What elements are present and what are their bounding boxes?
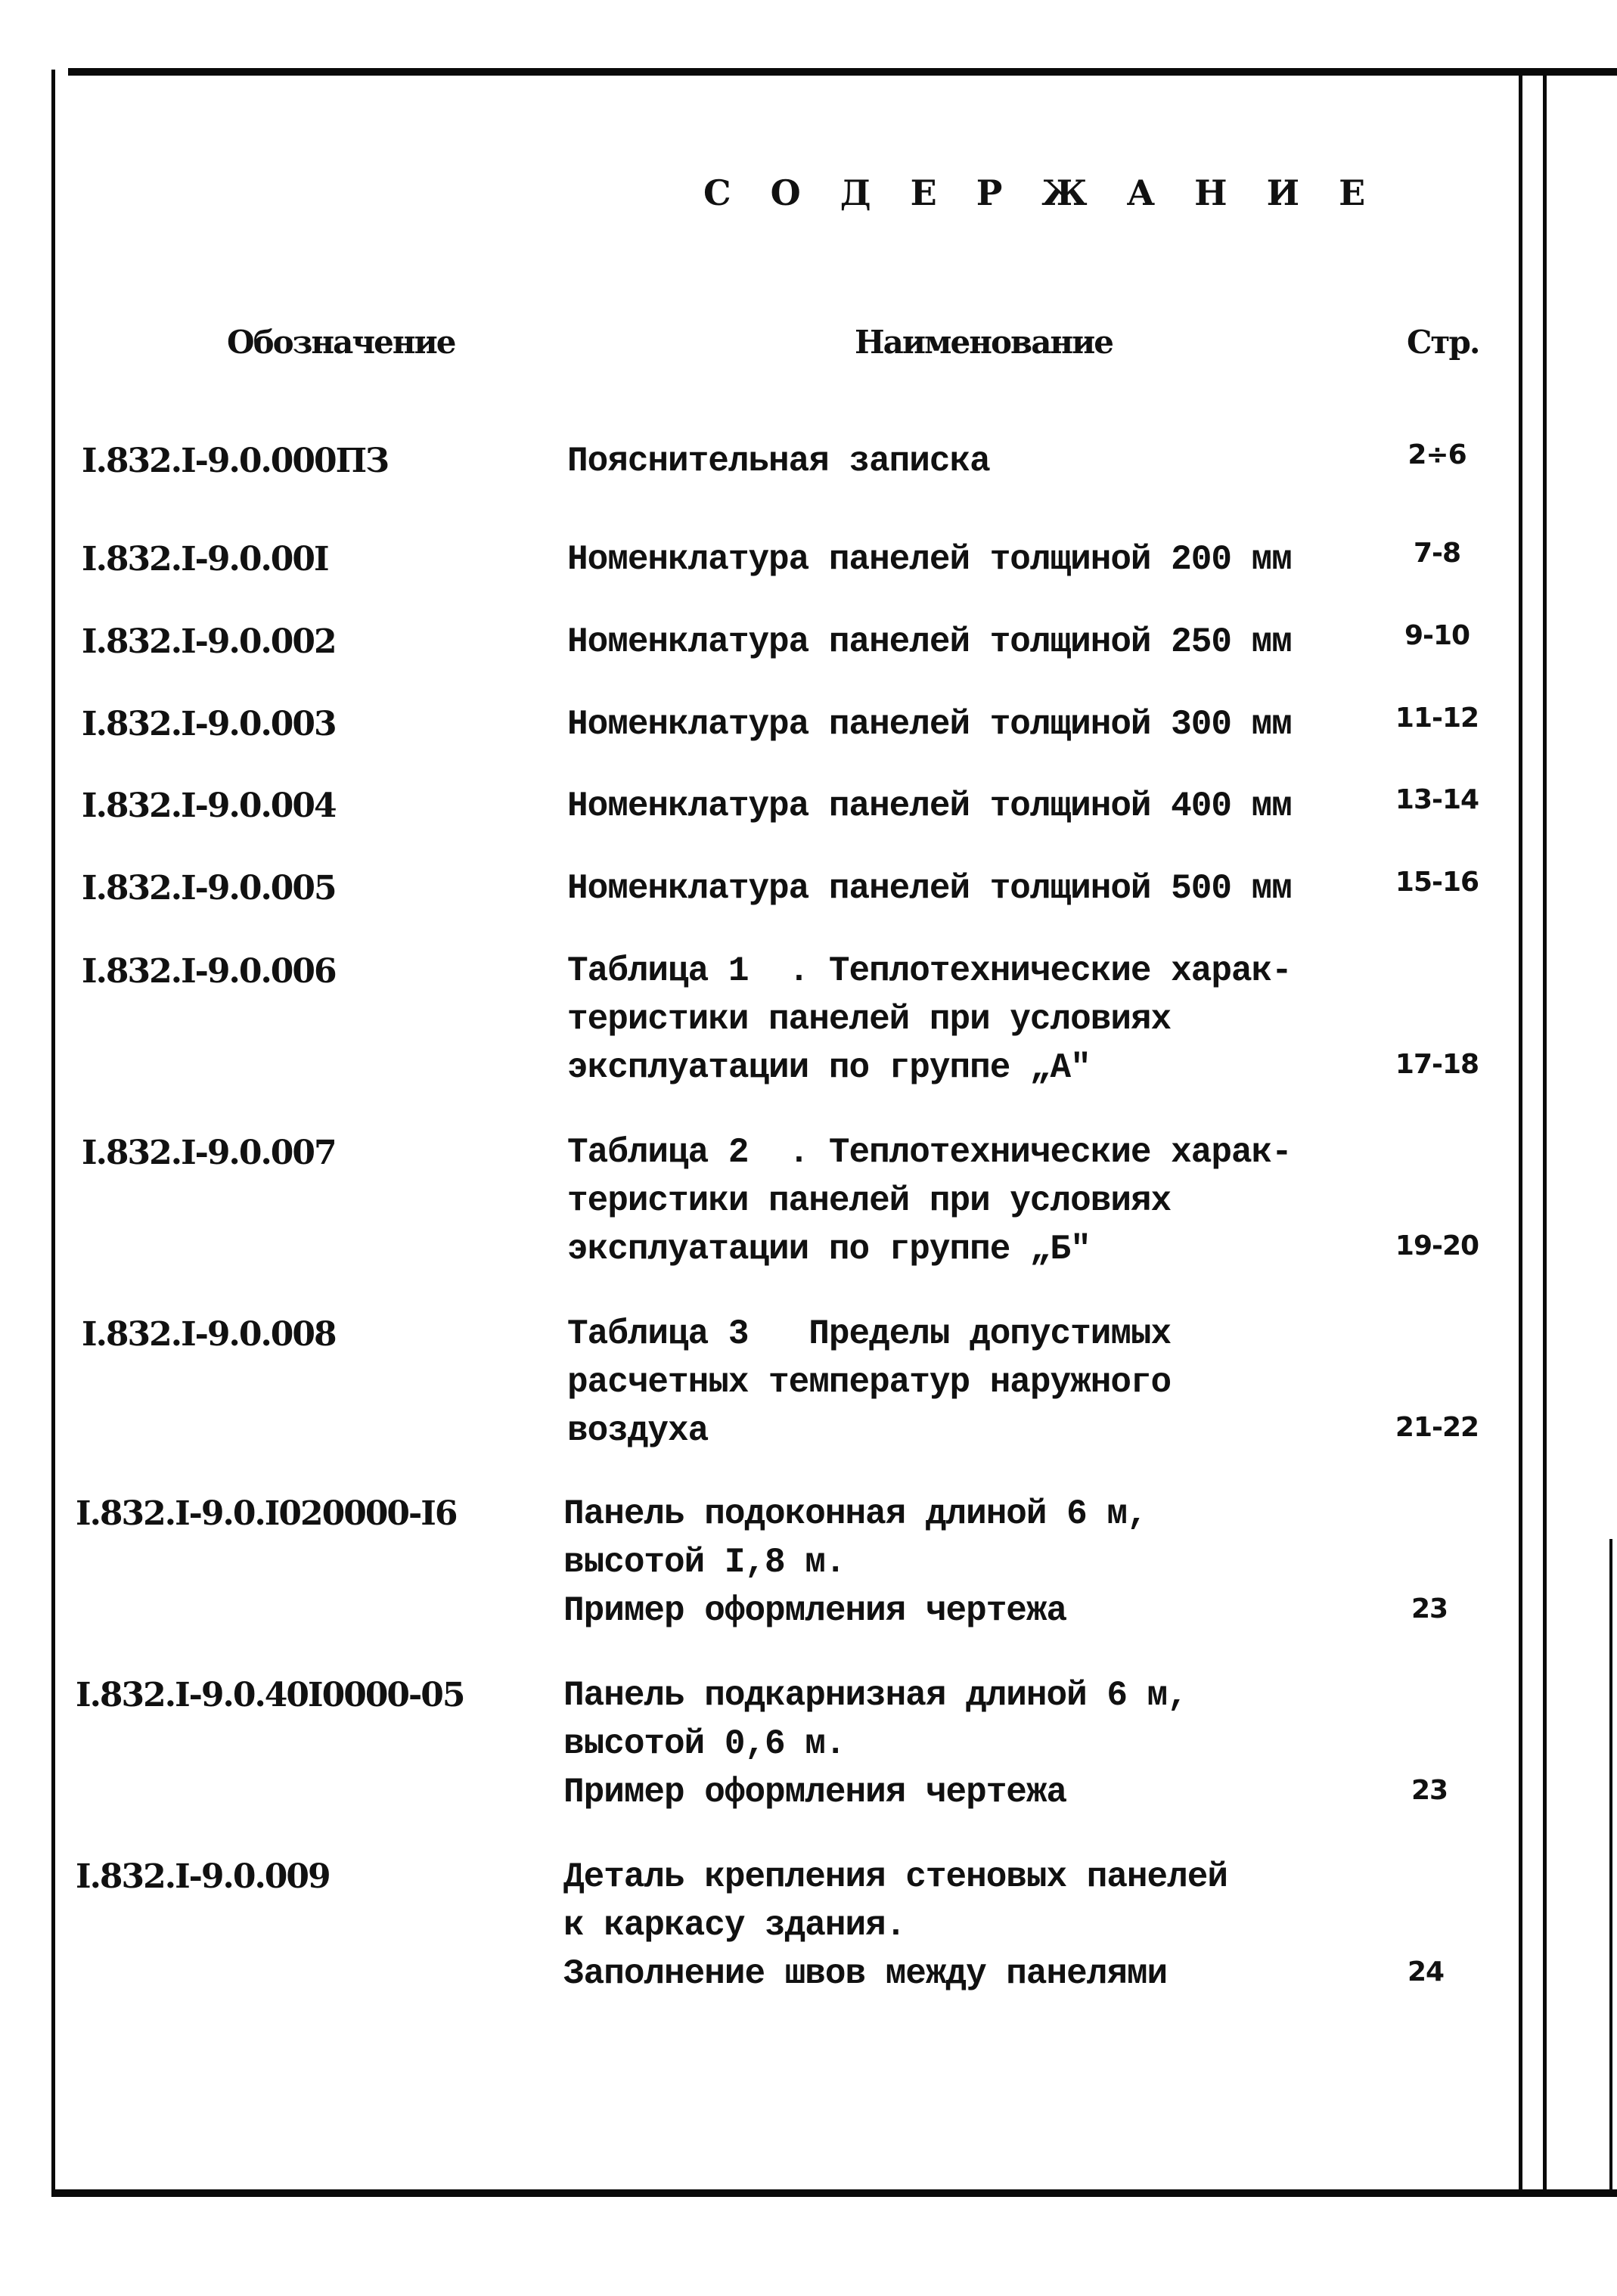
row-page: 2÷6	[1408, 439, 1466, 470]
row-page: 9-10	[1404, 620, 1470, 651]
row-code: I.832.I-9.0.003	[82, 705, 336, 743]
row-name: Таблица 3 Пределы допустимых расчетных температур наружного воздуха	[567, 1314, 1172, 1451]
row-name: Панель подкарнизная длиной 6 м, высотой 0,6 м. Пример оформления чертежа	[563, 1676, 1187, 1812]
row-name: Номенклатура панелей толщиной 200 мм	[567, 540, 1292, 579]
document-title: С О Д Е Р Ж А Н И Е	[703, 172, 1380, 213]
row-name: Номенклатура панелей толщиной 400 мм	[567, 787, 1292, 826]
frame-top-border	[68, 68, 1617, 76]
row-name: Панель подоконная длиной 6 м, высотой I,8 м. Пример оформления чертежа	[563, 1494, 1147, 1630]
frame-right-line-2	[1543, 72, 1547, 2197]
row-page: 23	[1411, 1775, 1448, 1806]
row-page: 24	[1407, 1956, 1445, 1987]
row-page: 17-18	[1395, 1049, 1479, 1080]
row-page: 21-22	[1395, 1412, 1479, 1443]
row-code: I.832.I-9.0.006	[82, 952, 336, 991]
row-code: I.832.I-9.0.008	[82, 1315, 336, 1354]
header-page: Стр.	[1407, 324, 1479, 361]
row-code: I.832.I-9.0.005	[82, 869, 336, 908]
row-code: I.832.I-9.0.000ПЗ	[82, 442, 388, 480]
row-page: 23	[1411, 1593, 1448, 1624]
header-designation: Обозначение	[227, 324, 455, 361]
row-code: I.832.I-9.0.002	[82, 622, 336, 661]
row-name: Таблица 2 . Теплотехнические харак- теристики панелей при условиях эксплуатации по группе „Б"	[567, 1133, 1292, 1269]
row-page: 11-12	[1395, 703, 1479, 734]
frame-right-line-1	[1519, 72, 1522, 2193]
frame-bottom-border	[51, 2189, 1617, 2197]
row-code: I.832.I-9.0.I020000-I6	[76, 1494, 457, 1533]
row-name: Номенклатура панелей толщиной 500 мм	[567, 869, 1292, 908]
row-code: I.832.I-9.0.40I0000-05	[76, 1676, 464, 1714]
row-name: Номенклатура панелей толщиной 250 мм	[567, 622, 1292, 662]
frame-left-border	[51, 70, 55, 2195]
row-page: 15-16	[1395, 867, 1479, 898]
row-code: I.832.I-9.0.007	[82, 1134, 336, 1172]
row-page: 7-8	[1413, 538, 1461, 569]
row-name: Таблица 1 . Теплотехнические харак- теристики панелей при условиях эксплуатации по группе „А"	[567, 951, 1292, 1087]
row-name: Пояснительная записка	[567, 442, 990, 481]
row-code: I.832.I-9.0.009	[76, 1857, 330, 1896]
row-page: 13-14	[1395, 784, 1479, 815]
row-code: I.832.I-9.0.00I	[82, 540, 328, 579]
row-code: I.832.I-9.0.004	[82, 787, 336, 825]
frame-right-line-3	[1609, 1539, 1612, 2193]
row-page: 19-20	[1395, 1230, 1479, 1261]
header-name: Наименование	[855, 324, 1113, 361]
row-name: Номенклатура панелей толщиной 300 мм	[567, 705, 1292, 744]
row-name: Деталь крепления стеновых панелей к каркасу здания. Заполнение швов между панелями	[563, 1857, 1227, 1993]
